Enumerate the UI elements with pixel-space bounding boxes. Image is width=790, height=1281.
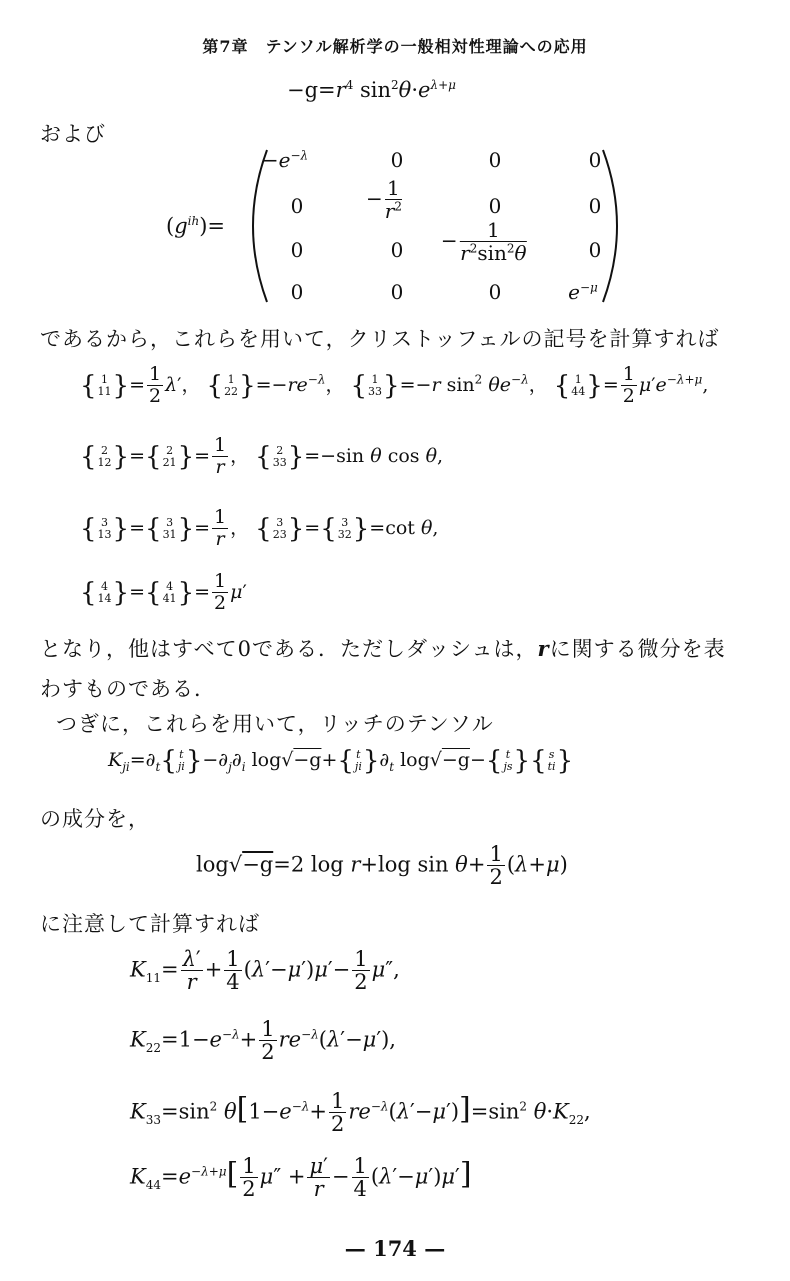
matrix-cell: 0 <box>588 194 602 218</box>
text-note-compute: に注意して計算すれば <box>40 912 260 936</box>
matrix-cell: $-e^{-\lambda}$ <box>261 148 309 172</box>
equation-K11: $K_{11}=$ $\frac{\lambda'}{r}$ + $\frac{1}{4}$ (λ′−μ′)μ′− $\frac{1}{2}$ μ″, <box>130 947 400 995</box>
matrix-cell: 0 <box>290 194 304 218</box>
matrix-cell: 0 <box>488 280 502 304</box>
text-other-zero-cont: わすものである． <box>40 677 216 701</box>
matrix-cell: 0 <box>290 238 304 262</box>
text-intro-christoffel: であるから，これらを用いて，クリストッフェルの記号を計算すれば <box>40 327 720 351</box>
christoffel-line-3: { 3 13 } = { 3 31 } = $\frac{1}{r}$ ， { 3 23 } = { 3 32 } =cot θ, <box>80 506 439 550</box>
matrix-cell: 0 <box>488 148 502 172</box>
equation-K22: $K_{22}=1-e^{-\lambda}+$ $\frac{1}{2}$ $re^{-\lambda}(\lambda'-\mu')$, <box>130 1017 396 1065</box>
text-next-ricci: つぎに，これらを用いて，リッチのテンソル <box>56 712 494 736</box>
christoffel-line-1: { 1 11 } = $\frac{1}{2}$ λ′， { 1 22 } $=-re^{-\lambda}$， { 1 33 } =−r $\sin^2 \theta e^{-\lambda}$， { 1 44 } = $\frac{1}{2}$ $\mu'e^{-\lambda+\mu}$, <box>80 363 709 407</box>
matrix-cell: 0 <box>488 194 502 218</box>
equation-ricci-definition: $K_{ji}=\partial_t$ { t ji } $-\partial_j\partial_i$ log√−g+ { t ji } $\partial_t$ log√−g− { t js } { s ti } <box>108 746 574 776</box>
christoffel-line-2: { 2 12 } = { 2 21 } = $\frac{1}{r}$ ， { 2 33 } =−sin θ cos θ, <box>80 434 444 478</box>
equation-log-sqrt-g: log√−g=2 log r+log sin θ+ $\frac{1}{2}$ (λ+μ) <box>196 842 568 890</box>
matrix-cell: 0 <box>588 238 602 262</box>
chapter-header: 第7章 テンソル解析学の一般相対性理論への応用 <box>202 37 588 56</box>
text-other-zero: となり，他はすべて0である．ただしダッシュは，rに関する微分を表 <box>40 636 726 661</box>
matrix-label: $(g^{ih})=$ <box>166 214 226 238</box>
matrix-cell: 0 <box>390 148 404 172</box>
matrix-cell: − $\frac{1}{r^2\sin^2\theta}$ <box>440 218 527 265</box>
matrix-cell: − $\frac{1}{r^2}$ <box>366 176 402 223</box>
matrix-cell: 0 <box>588 148 602 172</box>
christoffel-line-4: { 4 14 } = { 4 41 } = $\frac{1}{2}$ μ′ <box>80 570 247 614</box>
matrix-cell: 0 <box>390 238 404 262</box>
matrix-cell: 0 <box>390 280 404 304</box>
matrix-cell: $e^{-\mu}$ <box>568 280 598 304</box>
inverse-metric-matrix <box>245 148 625 304</box>
text-oyobi: および <box>40 122 106 146</box>
equation-det-g: $-g=r^4$ $\sin^2\theta\cdot e^{\lambda+\mu}$ <box>287 78 456 102</box>
text-components: の成分を， <box>40 807 150 831</box>
matrix-cell: 0 <box>290 280 304 304</box>
page-number: — 174 — <box>344 1236 446 1261</box>
equation-K33: $K_{33}=\sin^2$ $\theta[1-e^{-\lambda}+$ $\frac{1}{2}$ $re^{-\lambda}(\lambda'-\mu')]=\sin^2$ $\theta\cdot K_{22}$, <box>130 1089 591 1137</box>
equation-K44: $K_{44}=e^{-\lambda+\mu}$[ $\frac{1}{2}$ μ″ + $\frac{\mu'}{r}$ − $\frac{1}{4}$ (λ′−μ′)μ′] <box>130 1154 472 1202</box>
